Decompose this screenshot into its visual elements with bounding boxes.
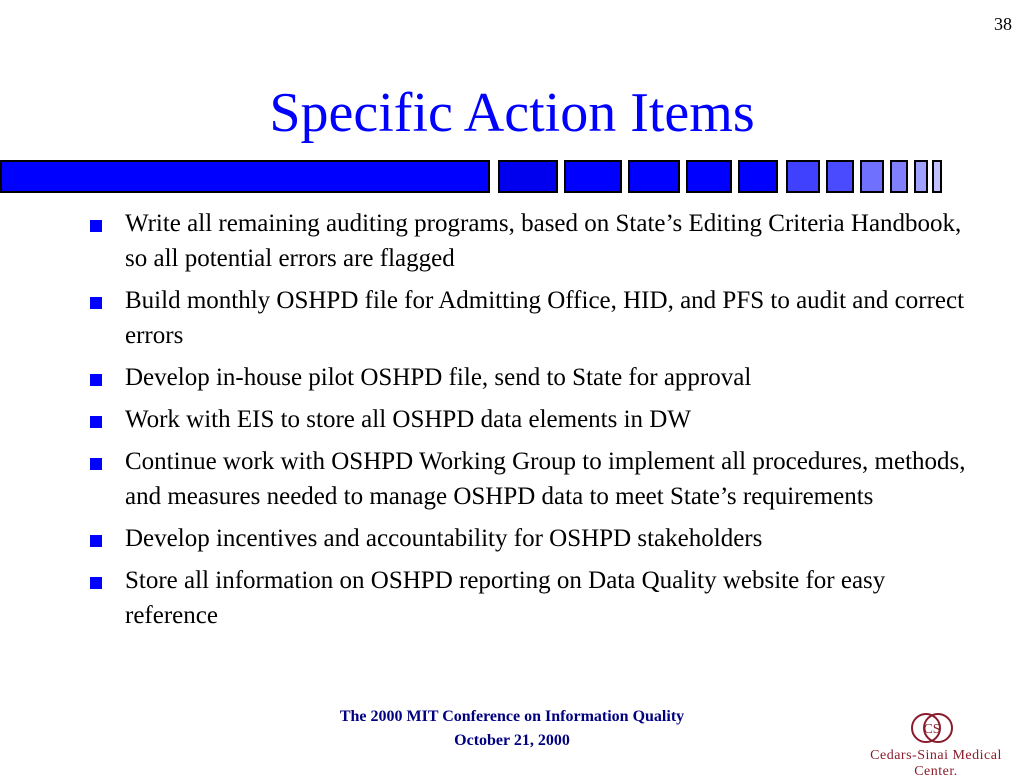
bullet-text: Develop incentives and accountability for OSHPD stakeholders xyxy=(125,525,763,552)
bar-block xyxy=(914,160,928,193)
bar-block xyxy=(738,160,778,193)
bar-block xyxy=(0,160,490,193)
square-bullet-icon xyxy=(90,577,102,589)
bullet-text: Write all remaining auditing programs, based on State’s Editing Criteria Handbook, so all potential errors are flagged xyxy=(125,210,962,272)
list-item xyxy=(88,563,968,633)
list-item xyxy=(88,444,968,514)
list-item xyxy=(88,283,968,353)
bar-block xyxy=(890,160,908,193)
square-bullet-icon xyxy=(90,374,102,386)
bar-block xyxy=(860,160,884,193)
bullet-text: Develop in-house pilot OSHPD file, send to State for approval xyxy=(125,364,752,391)
footer-conference: The 2000 MIT Conference on Information Quality xyxy=(339,708,685,725)
footer-date: October 21, 2000 xyxy=(454,732,570,749)
bullet-text: Continue work with OSHPD Working Group to implement all procedures, methods, and measures needed to manage OSHPD data to meet State’s requirements xyxy=(125,448,966,510)
square-bullet-icon xyxy=(90,416,102,428)
bar-block xyxy=(932,160,942,193)
bullet-text: Store all information on OSHPD reporting on Data Quality website for easy reference xyxy=(125,567,886,629)
list-item xyxy=(88,402,968,437)
bar-block xyxy=(498,160,558,193)
list-item xyxy=(88,206,968,276)
bar-block xyxy=(628,160,680,193)
svg-text:CS: CS xyxy=(923,722,941,737)
bar-block xyxy=(786,160,820,193)
decorative-bar-strip xyxy=(0,160,944,193)
square-bullet-icon xyxy=(90,297,102,309)
slide-title: Specific Action Items xyxy=(269,82,755,144)
bullet-text: Build monthly OSHPD file for Admitting Office, HID, and PFS to audit and correct errors xyxy=(125,287,965,349)
bar-block xyxy=(686,160,732,193)
logo-text: Cedars-Sinai Medical Center. xyxy=(870,748,1002,779)
bullet-text: Work with EIS to store all OSHPD data elements in DW xyxy=(125,406,691,433)
square-bullet-icon xyxy=(90,535,102,547)
bar-block xyxy=(564,160,622,193)
list-item xyxy=(88,521,968,556)
list-item xyxy=(88,360,968,395)
page-number: 38 xyxy=(994,14,1012,34)
square-bullet-icon xyxy=(90,458,102,470)
square-bullet-icon xyxy=(90,220,102,232)
cs-monogram-icon xyxy=(910,712,954,744)
cedars-sinai-logo xyxy=(852,712,1020,779)
bar-block xyxy=(826,160,854,193)
bullet-list xyxy=(88,206,968,640)
